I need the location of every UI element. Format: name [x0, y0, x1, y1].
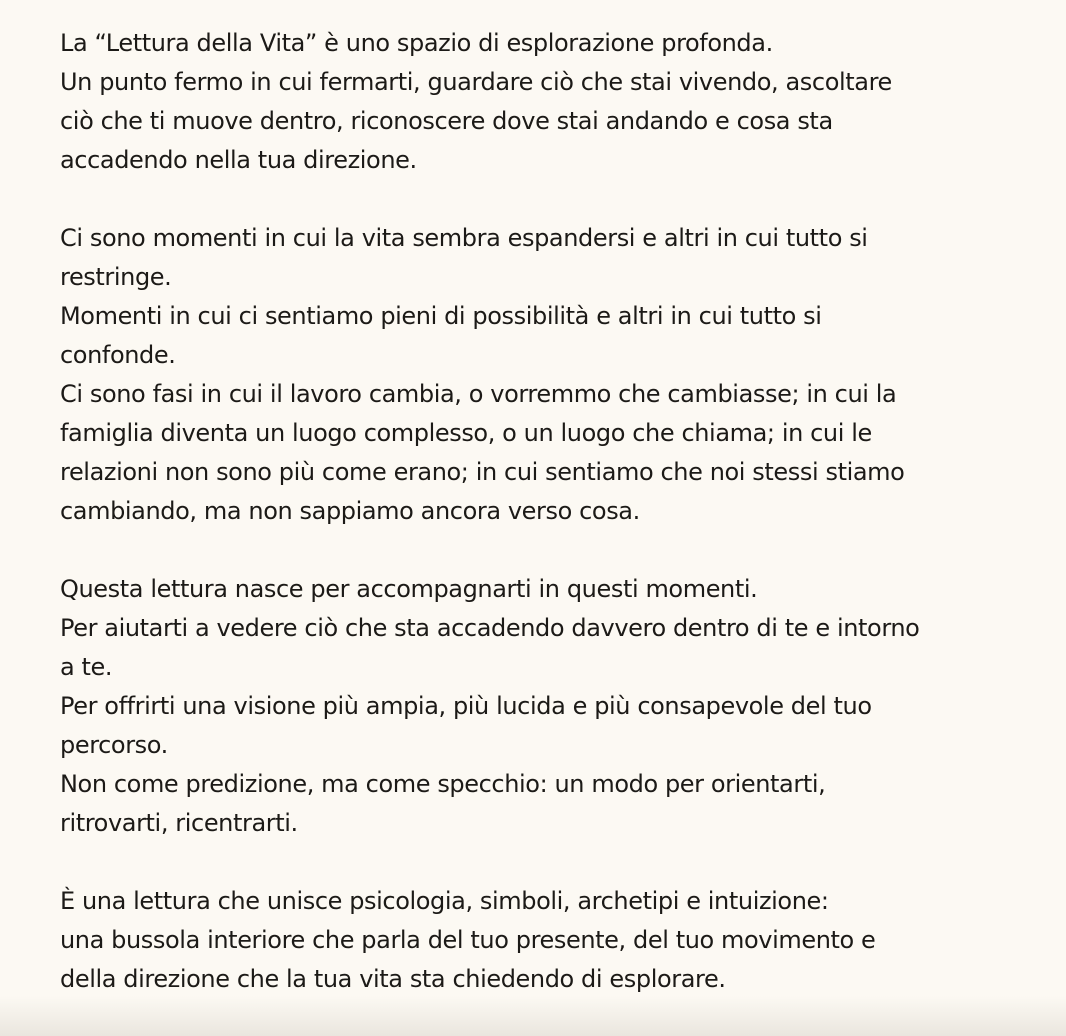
- text-line: Per aiutarti a vedere ciò che sta accadendo davvero dentro di te e intorno: [60, 614, 920, 642]
- text-line: cambiando, ma non sappiamo ancora verso cosa.: [60, 497, 640, 525]
- text-line: famiglia diventa un luogo complesso, o un luogo che chiama; in cui le: [60, 419, 872, 447]
- text-line: ritrovarti, ricentrarti.: [60, 809, 298, 837]
- text-line: della direzione che la tua vita sta chiedendo di esplorare.: [60, 965, 726, 993]
- article-body: [60, 24, 1050, 999]
- text-line: La “Lettura della Vita” è uno spazio di esplorazione profonda.: [60, 29, 773, 57]
- text-line: accadendo nella tua direzione.: [60, 146, 417, 174]
- text-line: restringe.: [60, 263, 172, 291]
- text-line: Ci sono momenti in cui la vita sembra espandersi e altri in cui tutto si: [60, 224, 868, 252]
- text-line: Per offrirti una visione più ampia, più lucida e più consapevole del tuo: [60, 692, 872, 720]
- text-line: confonde.: [60, 341, 176, 369]
- text-line: relazioni non sono più come erano; in cui sentiamo che noi stessi stiamo: [60, 458, 905, 486]
- text-line: Un punto fermo in cui fermarti, guardare ciò che stai vivendo, ascoltare: [60, 68, 892, 96]
- text-line: Momenti in cui ci sentiamo pieni di possibilità e altri in cui tutto si: [60, 302, 822, 330]
- paragraph-intro: [60, 24, 1050, 180]
- text-line: a te.: [60, 653, 113, 681]
- text-line: Questa lettura nasce per accompagnarti in questi momenti.: [60, 575, 758, 603]
- bottom-shadow: [0, 996, 1066, 1036]
- text-line: Non come predizione, ma come specchio: un modo per orientarti,: [60, 770, 826, 798]
- text-line: una bussola interiore che parla del tuo presente, del tuo movimento e: [60, 926, 876, 954]
- text-line: percorso.: [60, 731, 168, 759]
- paragraph-compass: [60, 882, 1050, 999]
- text-line: Ci sono fasi in cui il lavoro cambia, o vorremmo che cambiasse; in cui la: [60, 380, 897, 408]
- paragraph-purpose: [60, 570, 1050, 843]
- text-line: ciò che ti muove dentro, riconoscere dove stai andando e cosa sta: [60, 107, 833, 135]
- text-line: È una lettura che unisce psicologia, simboli, archetipi e intuizione:: [60, 887, 829, 915]
- paragraph-moments: [60, 219, 1050, 531]
